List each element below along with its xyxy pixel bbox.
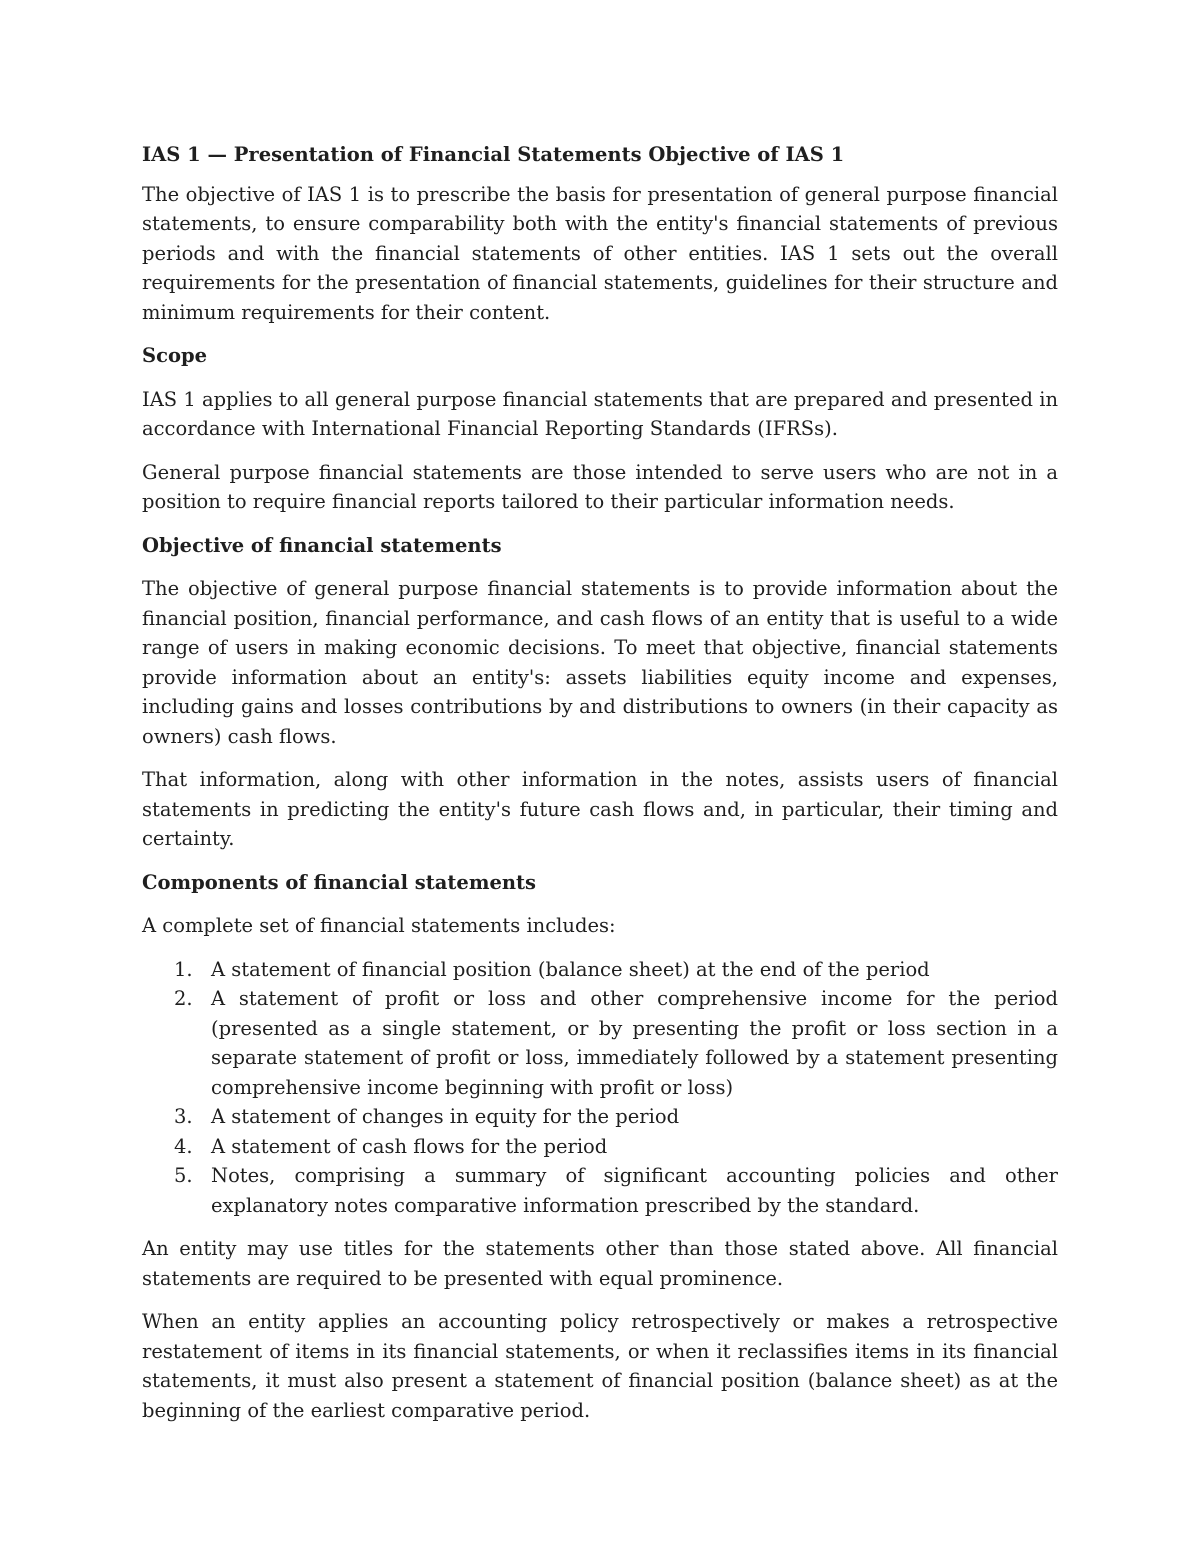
- components-heading: Components of financial statements: [142, 870, 537, 894]
- components-list: [142, 955, 1058, 1221]
- scope-paragraph-2: General purpose financial statements are those intended to serve users who are not in a position to require financial reports tailored to their particular information needs.: [142, 460, 1058, 513]
- document-page: [142, 140, 1058, 1439]
- list-item-number: 3.: [174, 1105, 193, 1128]
- list-item: [142, 1102, 1058, 1132]
- list-item-text: A statement of changes in equity for the period: [211, 1105, 680, 1128]
- objective-paragraph-1: The objective of general purpose financial statements is to provide information about the financial position, financial performance, and cash flows of an entity that is useful to a wide range of users in making economic decisions. To meet that objective, financial statements provide information about an entity's: assets liabilities equity income and expenses, including gains and losses contributions by and distributions to owners (in their capacity as owners) cash flows.: [142, 577, 1058, 748]
- list-item-number: 1.: [174, 957, 193, 981]
- list-item: [142, 1132, 1058, 1162]
- list-item: [142, 984, 1058, 1102]
- document-title: IAS 1 — Presentation of Financial Statements Objective of IAS 1: [142, 143, 845, 166]
- list-item: [142, 1161, 1058, 1220]
- scope-heading: Scope: [142, 344, 208, 367]
- list-item-number: 5.: [174, 1164, 193, 1187]
- intro-paragraph: The objective of IAS 1 is to prescribe the basis for presentation of general purpose financial statements, to ensure comparability both with the entity's financial statements of previous periods and with the financial statements of other entities. IAS 1 sets out the overall requirements for the presentation of financial statements, guidelines for their structure and minimum requirements for their content.: [142, 182, 1058, 324]
- list-item-text: Notes, comprising a summary of significant accounting policies and other explanatory notes comparative information prescribed by the standard.: [211, 1164, 1058, 1217]
- components-paragraph-1: An entity may use titles for the statements other than those stated above. All financial statements are required to be presented with equal prominence.: [142, 1237, 1058, 1290]
- list-item-number: 2.: [174, 987, 193, 1010]
- list-item: [142, 955, 1058, 985]
- list-item-number: 4.: [174, 1134, 193, 1158]
- list-item-text: A statement of profit or loss and other comprehensive income for the period (presented as a single statement, or by presenting the profit or loss section in a separate statement of profit or loss, immediately followed by a statement presenting comprehensive income beginning with profit or loss): [211, 987, 1058, 1099]
- scope-paragraph-1: IAS 1 applies to all general purpose financial statements that are prepared and presented in accordance with International Financial Reporting Standards (IFRSs).: [142, 387, 1059, 440]
- list-item-text: A statement of financial position (balance sheet) at the end of the period: [211, 957, 930, 981]
- objective-paragraph-2: That information, along with other information in the notes, assists users of financial statements in predicting the entity's future cash flows and, in particular, their timing and certainty.: [142, 768, 1058, 850]
- components-paragraph-2: When an entity applies an accounting policy retrospectively or makes a retrospective restatement of items in its financial statements, or when it reclassifies items in its financial statements, it must also present a statement of financial position (balance sheet) as at the beginning of the earliest comparative period.: [142, 1310, 1058, 1422]
- objective-heading: Objective of financial statements: [142, 533, 502, 557]
- list-item-text: A statement of cash flows for the period: [211, 1134, 608, 1158]
- components-intro: A complete set of financial statements includes:: [142, 914, 616, 937]
